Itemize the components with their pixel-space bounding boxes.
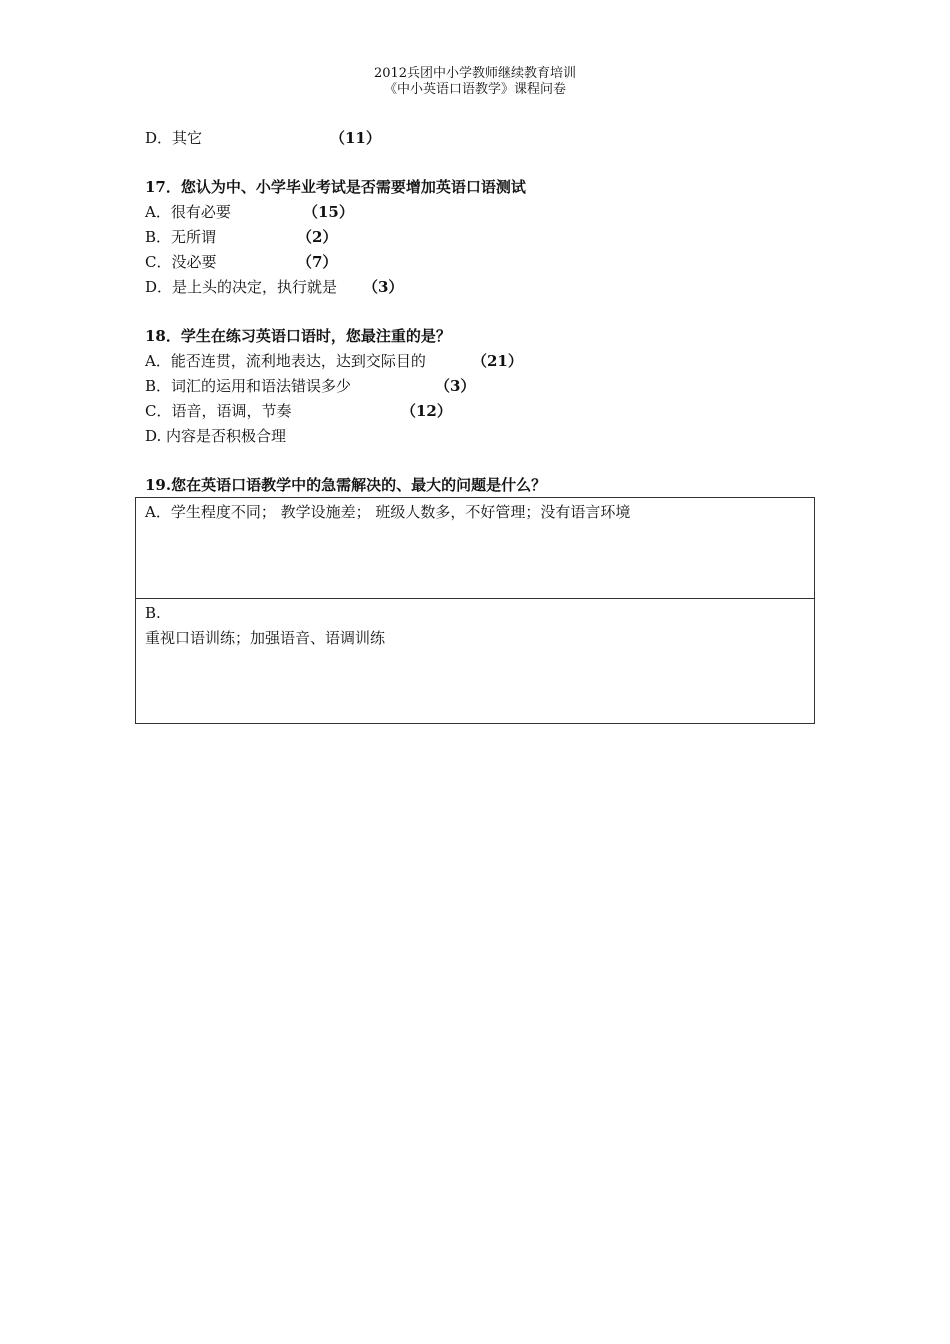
option-text: D．其它 [145,129,203,147]
option-text: C．没必要 [145,253,217,271]
answer-b-label: B. [145,604,161,622]
option-count: （15） [303,203,354,221]
q18-option-c [145,399,815,424]
option-count: （21） [472,352,523,370]
option-count: （2） [297,228,338,246]
option-count: （12） [401,402,452,420]
answer-b-text: 重视口语训练；加强语音、语调训练 [145,629,386,647]
q17-option-c [145,250,815,275]
q18-option-d [145,424,815,449]
answer-a-text: A．学生程度不同； 教学设施差； 班级人数多，不好管理；没有语言环境 [145,503,631,521]
q17-option-d [145,275,815,300]
option-text: D．是上头的决定，执行就是 [145,278,338,296]
option-count: （3） [435,377,476,395]
q17-option-a [145,200,815,225]
header-title-line2: 《中小英语口语教学》课程问卷 [383,82,566,97]
page-header [0,66,950,98]
q19-title: 19.您在英语口语教学中的急需解决的、最大的问题是什么？ [145,476,547,494]
q17-title: 17．您认为中、小学毕业考试是否需要增加英语口语测试 [145,178,526,196]
option-count: （11） [330,129,381,147]
q18-option-b [145,374,815,399]
q17-option-b [145,225,815,250]
q19-answer-a [136,498,814,599]
option-text: B．词汇的运用和语法错误多少 [145,377,352,395]
q18-title: 18．学生在练习英语口语时，您最注重的是？ [145,327,451,345]
questionnaire-body [145,126,815,498]
q18-option-a [145,349,815,374]
header-title-line1: 2012兵团中小学教师继续教育培训 [373,66,577,81]
option-count: （3） [363,278,404,296]
q16-option-d [145,126,815,151]
option-count: （7） [297,253,338,271]
q19-answer-table [135,497,815,724]
option-text: A．能否连贯，流利地表达，达到交际目的 [145,352,426,370]
option-text: D. 内容是否积极合理 [145,427,287,445]
q19-answer-b [136,599,814,723]
option-text: C．语音，语调，节奏 [145,402,292,420]
option-text: A．很有必要 [145,203,231,221]
option-text: B．无所谓 [145,228,217,246]
